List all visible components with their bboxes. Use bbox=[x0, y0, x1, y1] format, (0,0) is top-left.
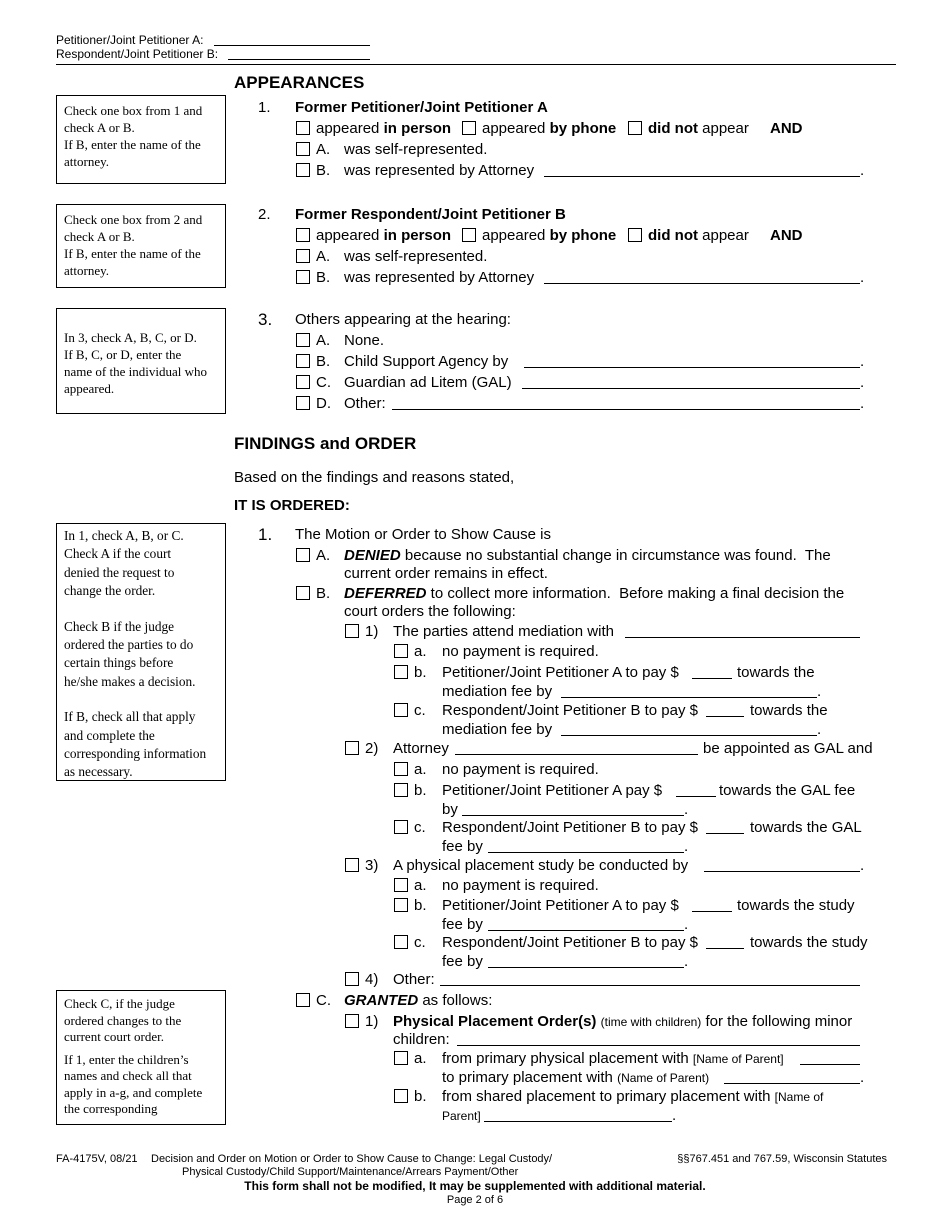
instruction-line: as necessary. bbox=[64, 764, 133, 780]
mediation-respondent-date-field[interactable] bbox=[561, 735, 817, 736]
instruction-line: ordered the parties to do bbox=[64, 637, 194, 653]
instruction-line: the corresponding bbox=[64, 1101, 158, 1116]
sub-letter: b. bbox=[414, 782, 427, 799]
petitioner-label: Petitioner/Joint Petitioner A: bbox=[56, 33, 204, 47]
towards-text: towards the bbox=[750, 702, 828, 719]
period: . bbox=[817, 683, 822, 700]
appointed-gal-text: be appointed as GAL and bbox=[703, 740, 873, 757]
granted-line bbox=[344, 991, 492, 1010]
instruction-line: attorney. bbox=[64, 263, 109, 278]
order-instruction-box bbox=[56, 523, 226, 781]
gal-appoint-checkbox[interactable] bbox=[345, 741, 359, 755]
appearances-instruction-1 bbox=[56, 95, 226, 184]
instruction-line: Check one box from 1 and bbox=[64, 103, 203, 118]
mediation-petitioner-amount-field[interactable] bbox=[692, 678, 732, 679]
party-a-phone-text bbox=[482, 119, 616, 138]
denied-line bbox=[344, 546, 831, 565]
deferred-line bbox=[344, 584, 844, 603]
mediator-field[interactable] bbox=[625, 637, 860, 638]
study-petitioner-pay-text: Petitioner/Joint Petitioner A to pay $ bbox=[442, 897, 679, 914]
denied-word: DENIED bbox=[344, 547, 401, 564]
party-b-did-not-text bbox=[648, 226, 749, 245]
period: . bbox=[672, 1107, 677, 1124]
mediation-respondent-pay-text: Respondent/Joint Petitioner B to pay $ bbox=[442, 702, 698, 719]
period: . bbox=[860, 162, 865, 179]
header-rule bbox=[56, 64, 896, 65]
study-respondent-pay-text: Respondent/Joint Petitioner B to pay $ bbox=[442, 934, 698, 951]
instruction-line: check A or B. bbox=[64, 120, 135, 135]
study-respondent-date-field[interactable] bbox=[488, 967, 684, 968]
study-petitioner-amount-field[interactable] bbox=[692, 911, 732, 912]
deferred-rest: to collect more information. Before making a final decision the bbox=[426, 585, 845, 602]
instruction-line: In 1, check A, B, or C. bbox=[64, 528, 184, 543]
granted-word: GRANTED bbox=[344, 992, 419, 1009]
appear-text: appear bbox=[702, 227, 749, 244]
no-payment-text: no payment is required. bbox=[442, 643, 599, 660]
form-title-line-1: Decision and Order on Motion or Order to Show Cause to Change: Legal Custody/ bbox=[151, 1153, 553, 1165]
option-letter: C. bbox=[316, 992, 331, 1009]
appear-text: appear bbox=[702, 120, 749, 137]
and-text: AND bbox=[770, 227, 803, 244]
instruction-line: current court order. bbox=[64, 1029, 164, 1044]
to-primary-line bbox=[442, 1068, 709, 1088]
others-child-support-text: Child Support Agency by bbox=[344, 353, 509, 370]
name-of-parent-hint: (Name of Parent) bbox=[617, 1071, 710, 1085]
gal-respondent-date-field[interactable] bbox=[488, 852, 684, 853]
instruction-line: Check one box from 2 and bbox=[64, 212, 203, 227]
instruction-line: Check B if the judge bbox=[64, 618, 175, 634]
represented-text: was represented by Attorney bbox=[344, 162, 535, 179]
gal-petitioner-amount-field[interactable] bbox=[676, 796, 716, 797]
physical-placement-title: Physical Placement Order(s) bbox=[393, 1013, 597, 1030]
party-a-attorney-field[interactable] bbox=[544, 176, 860, 177]
fee-by-text: mediation fee by bbox=[442, 721, 553, 738]
gal-respondent-pay-text: Respondent/Joint Petitioner B to pay $ bbox=[442, 819, 698, 836]
others-gal-text: Guardian ad Litem (GAL) bbox=[344, 374, 512, 391]
party-a-attorney-checkbox[interactable] bbox=[296, 163, 310, 177]
gal-name-field[interactable] bbox=[522, 388, 860, 389]
instruction-line: denied the request to bbox=[64, 564, 175, 580]
others-other-checkbox[interactable] bbox=[296, 396, 310, 410]
placement-study-text: A physical placement study be conducted by bbox=[393, 857, 689, 874]
period: . bbox=[860, 269, 865, 286]
physical-placement-checkbox[interactable] bbox=[345, 1014, 359, 1028]
in-person-text: in person bbox=[383, 227, 452, 244]
period: . bbox=[860, 395, 865, 412]
fee-by-text: mediation fee by bbox=[442, 683, 553, 700]
findings-heading: FINDINGS and ORDER bbox=[234, 434, 417, 453]
appearances-instruction-3 bbox=[56, 308, 226, 414]
represented-text: was represented by Attorney bbox=[344, 269, 535, 286]
party-a-self-represented-checkbox[interactable] bbox=[296, 142, 310, 156]
sub-number: 3) bbox=[365, 857, 379, 874]
primary-to-primary-checkbox[interactable] bbox=[394, 1051, 408, 1065]
granted-rest: as follows: bbox=[418, 992, 493, 1009]
gal-petitioner-pay-text: Petitioner/Joint Petitioner A pay $ bbox=[442, 782, 663, 799]
item-number: 1. bbox=[258, 99, 271, 116]
sub-letter: c. bbox=[414, 934, 426, 951]
granted-checkbox[interactable] bbox=[296, 993, 310, 1007]
period: . bbox=[817, 721, 822, 738]
instruction-line: In 3, check A, B, C, or D. bbox=[64, 330, 197, 345]
fee-by-text: fee by bbox=[442, 916, 483, 933]
instruction-line: and complete the bbox=[64, 727, 155, 743]
appearances-heading: APPEARANCES bbox=[234, 73, 365, 92]
sub-letter: c. bbox=[414, 702, 426, 719]
towards-text: towards the bbox=[737, 664, 815, 681]
placement-study-checkbox[interactable] bbox=[345, 858, 359, 872]
denied-checkbox[interactable] bbox=[296, 548, 310, 562]
granted-instruction-box bbox=[56, 990, 226, 1125]
sub-letter: c. bbox=[414, 819, 426, 836]
statutes: §§767.451 and 767.59, Wisconsin Statutes bbox=[677, 1153, 887, 1165]
sub-letter: a. bbox=[414, 761, 427, 778]
towards-text: towards the study bbox=[750, 934, 868, 951]
deferred-other-field[interactable] bbox=[440, 985, 860, 986]
party-b-phone-text bbox=[482, 226, 616, 245]
option-letter: D. bbox=[316, 395, 331, 412]
party-a-in-person-checkbox[interactable] bbox=[296, 121, 310, 135]
did-not-text: did not bbox=[648, 120, 698, 137]
others-gal-checkbox[interactable] bbox=[296, 375, 310, 389]
deferred-line-2: court orders the following: bbox=[344, 603, 516, 620]
mediation-respondent-amount-field[interactable] bbox=[706, 716, 744, 717]
did-not-text: did not bbox=[648, 227, 698, 244]
instruction-line: appeared. bbox=[64, 381, 115, 396]
mediation-petitioner-date-field[interactable] bbox=[561, 697, 817, 698]
appeared-text: appeared bbox=[316, 227, 380, 244]
item-number: 3. bbox=[258, 310, 273, 329]
instruction-line: If B, enter the name of the bbox=[64, 137, 201, 152]
party-b-by-phone-checkbox[interactable] bbox=[462, 228, 476, 242]
respondent-label: Respondent/Joint Petitioner B: bbox=[56, 47, 219, 61]
party-b-did-not-appear-checkbox[interactable] bbox=[628, 228, 642, 242]
appearances-instruction-2 bbox=[56, 204, 226, 288]
study-respondent-pay-checkbox[interactable] bbox=[394, 935, 408, 949]
sub-letter: b. bbox=[414, 664, 427, 681]
from-parent-field[interactable] bbox=[800, 1064, 860, 1065]
in-person-text: in person bbox=[383, 120, 452, 137]
others-child-support-checkbox[interactable] bbox=[296, 354, 310, 368]
option-letter: B. bbox=[316, 162, 331, 179]
fee-by-text: fee by bbox=[442, 953, 483, 970]
instruction-line: corresponding information bbox=[64, 746, 207, 762]
gal-petitioner-pay-checkbox[interactable] bbox=[394, 783, 408, 797]
sub-letter: b. bbox=[414, 897, 427, 914]
instruction-line: check A or B. bbox=[64, 229, 135, 244]
appeared-text: appeared bbox=[482, 227, 546, 244]
period: . bbox=[684, 838, 689, 855]
study-respondent-amount-field[interactable] bbox=[706, 948, 744, 949]
instruction-line: he/she makes a decision. bbox=[64, 673, 196, 689]
gal-respondent-pay-checkbox[interactable] bbox=[394, 820, 408, 834]
petitioner-name-field[interactable] bbox=[214, 45, 370, 46]
mediation-respondent-pay-checkbox[interactable] bbox=[394, 703, 408, 717]
shared-to-primary-checkbox[interactable] bbox=[394, 1089, 408, 1103]
period: . bbox=[860, 857, 865, 874]
it-is-ordered-text: IT IS ORDERED: bbox=[234, 497, 350, 514]
placement-study-provider-field[interactable] bbox=[704, 871, 860, 872]
instruction-line: name of the individual who bbox=[64, 364, 207, 379]
form-notice: This form shall not be modified, It may be supplemented with additional material. bbox=[244, 1179, 706, 1193]
instruction-line: apply in a-g, and complete bbox=[64, 1084, 203, 1100]
instruction-line: If B, check all that apply bbox=[64, 709, 196, 725]
mediation-no-payment-checkbox[interactable] bbox=[394, 644, 408, 658]
sub-number: 1) bbox=[365, 1013, 379, 1030]
shared-placement-line bbox=[442, 1087, 823, 1107]
period: . bbox=[684, 953, 689, 970]
others-title: Others appearing at the hearing: bbox=[295, 311, 511, 328]
appeared-text: appeared bbox=[482, 120, 546, 137]
towards-text: towards the GAL bbox=[750, 819, 862, 836]
party-b-attorney-checkbox[interactable] bbox=[296, 270, 310, 284]
name-of-parent-hint: [Name of bbox=[774, 1090, 824, 1104]
shared-placement-text: from shared placement to primary placement with bbox=[442, 1088, 771, 1105]
appeared-text: appeared bbox=[316, 120, 380, 137]
period: . bbox=[684, 801, 689, 818]
towards-text: towards the study bbox=[737, 897, 855, 914]
party-b-self-represented-checkbox[interactable] bbox=[296, 249, 310, 263]
by-phone-text: by phone bbox=[549, 120, 617, 137]
no-payment-text: no payment is required. bbox=[442, 877, 599, 894]
study-petitioner-date-field[interactable] bbox=[488, 930, 684, 931]
gal-respondent-amount-field[interactable] bbox=[706, 833, 744, 834]
sub-letter: a. bbox=[414, 643, 427, 660]
gal-petitioner-date-field[interactable] bbox=[462, 815, 684, 816]
attorney-text: Attorney bbox=[393, 740, 449, 757]
by-text: by bbox=[442, 801, 458, 818]
children-label: children: bbox=[393, 1031, 450, 1048]
item-number: 1. bbox=[258, 525, 273, 544]
party-a-by-phone-checkbox[interactable] bbox=[462, 121, 476, 135]
page-number: Page 2 of 6 bbox=[446, 1194, 504, 1206]
study-petitioner-pay-checkbox[interactable] bbox=[394, 898, 408, 912]
parent-hint: Parent] bbox=[442, 1109, 481, 1123]
party-a-did-not-appear-checkbox[interactable] bbox=[628, 121, 642, 135]
to-parent-field[interactable] bbox=[724, 1083, 860, 1084]
instruction-line: ordered changes to the bbox=[64, 1012, 182, 1028]
self-represented-text: was self-represented. bbox=[344, 141, 488, 158]
option-letter: A. bbox=[316, 332, 331, 349]
by-phone-text: by phone bbox=[549, 227, 617, 244]
option-letter: A. bbox=[316, 547, 331, 564]
study-no-payment-checkbox[interactable] bbox=[394, 878, 408, 892]
child-support-agency-field[interactable] bbox=[524, 367, 860, 368]
name-of-parent-hint: [Name of Parent] bbox=[692, 1052, 784, 1066]
parent-hint-line bbox=[442, 1106, 481, 1126]
others-other-field[interactable] bbox=[392, 409, 860, 410]
based-on-text: Based on the findings and reasons stated, bbox=[234, 469, 515, 486]
instruction-line: certain things before bbox=[64, 655, 174, 671]
fee-by-text: fee by bbox=[442, 838, 483, 855]
others-other-text: Other: bbox=[344, 395, 386, 412]
primary-placement-line bbox=[442, 1049, 784, 1069]
instruction-line: change the order. bbox=[64, 583, 156, 599]
option-letter: A. bbox=[316, 141, 331, 158]
party-b-in-person-checkbox[interactable] bbox=[296, 228, 310, 242]
primary-placement-text: from primary physical placement with bbox=[442, 1050, 689, 1067]
instruction-line: If 1, enter the children’s bbox=[64, 1051, 189, 1067]
shared-parent-field[interactable] bbox=[484, 1121, 672, 1122]
instruction-line: Check C, if the judge bbox=[64, 996, 175, 1011]
physical-placement-rest: for the following minor bbox=[705, 1013, 853, 1030]
form-id: FA-4175V, 08/21 bbox=[56, 1153, 138, 1165]
period: . bbox=[860, 353, 865, 370]
instruction-line: names and check all that bbox=[64, 1068, 192, 1083]
denied-rest: because no substantial change in circumstance was found. The bbox=[400, 547, 831, 564]
party-a-title: Former Petitioner/Joint Petitioner A bbox=[295, 99, 548, 116]
sub-letter: a. bbox=[414, 1050, 427, 1067]
respondent-name-field[interactable] bbox=[228, 59, 370, 60]
physical-placement-line bbox=[393, 1012, 852, 1032]
gal-attorney-field[interactable] bbox=[455, 754, 698, 755]
option-letter: B. bbox=[316, 353, 331, 370]
deferred-checkbox[interactable] bbox=[296, 586, 310, 600]
instruction-line: If B, enter the name of the bbox=[64, 246, 201, 261]
gal-no-payment-checkbox[interactable] bbox=[394, 762, 408, 776]
others-none-text: None. bbox=[344, 332, 385, 349]
instruction-line: attorney. bbox=[64, 154, 109, 169]
instruction-line: If B, C, or D, enter the bbox=[64, 347, 182, 362]
deferred-word: DEFERRED bbox=[344, 585, 427, 602]
sub-number: 1) bbox=[365, 623, 379, 640]
instruction-line: Check A if the court bbox=[64, 546, 172, 562]
form-title-line-2: Physical Custody/Child Support/Maintenance/Arrears Payment/Other bbox=[182, 1166, 519, 1178]
item-number: 2. bbox=[258, 206, 271, 223]
and-text: AND bbox=[770, 120, 803, 137]
towards-text: towards the GAL fee bbox=[719, 782, 856, 799]
motion-text: The Motion or Order to Show Cause is bbox=[295, 526, 551, 543]
deferred-other-checkbox[interactable] bbox=[345, 972, 359, 986]
option-letter: A. bbox=[316, 248, 331, 265]
denied-line-2: current order remains in effect. bbox=[344, 565, 548, 582]
sub-letter: b. bbox=[414, 1088, 427, 1105]
party-b-attorney-field[interactable] bbox=[544, 283, 860, 284]
sub-number: 2) bbox=[365, 740, 379, 757]
children-names-field[interactable] bbox=[457, 1045, 860, 1046]
to-primary-text: to primary placement with bbox=[442, 1069, 613, 1086]
period: . bbox=[860, 374, 865, 391]
sub-number: 4) bbox=[365, 971, 379, 988]
party-b-in-person-text bbox=[316, 226, 451, 245]
time-with-children-text: (time with children) bbox=[600, 1015, 702, 1029]
period: . bbox=[860, 1069, 865, 1086]
option-letter: B. bbox=[316, 585, 331, 602]
party-a-did-not-text bbox=[648, 119, 749, 138]
period: . bbox=[684, 916, 689, 933]
mediation-petitioner-pay-checkbox[interactable] bbox=[394, 665, 408, 679]
no-payment-text: no payment is required. bbox=[442, 761, 599, 778]
other-text: Other: bbox=[393, 971, 435, 988]
mediation-petitioner-pay-text: Petitioner/Joint Petitioner A to pay $ bbox=[442, 664, 679, 681]
mediation-checkbox[interactable] bbox=[345, 624, 359, 638]
others-none-checkbox[interactable] bbox=[296, 333, 310, 347]
party-a-appearance-line bbox=[316, 119, 451, 138]
sub-letter: a. bbox=[414, 877, 427, 894]
self-represented-text: was self-represented. bbox=[344, 248, 488, 265]
option-letter: C. bbox=[316, 374, 331, 391]
party-b-title: Former Respondent/Joint Petitioner B bbox=[295, 206, 566, 223]
mediation-text: The parties attend mediation with bbox=[393, 623, 614, 640]
option-letter: B. bbox=[316, 269, 331, 286]
